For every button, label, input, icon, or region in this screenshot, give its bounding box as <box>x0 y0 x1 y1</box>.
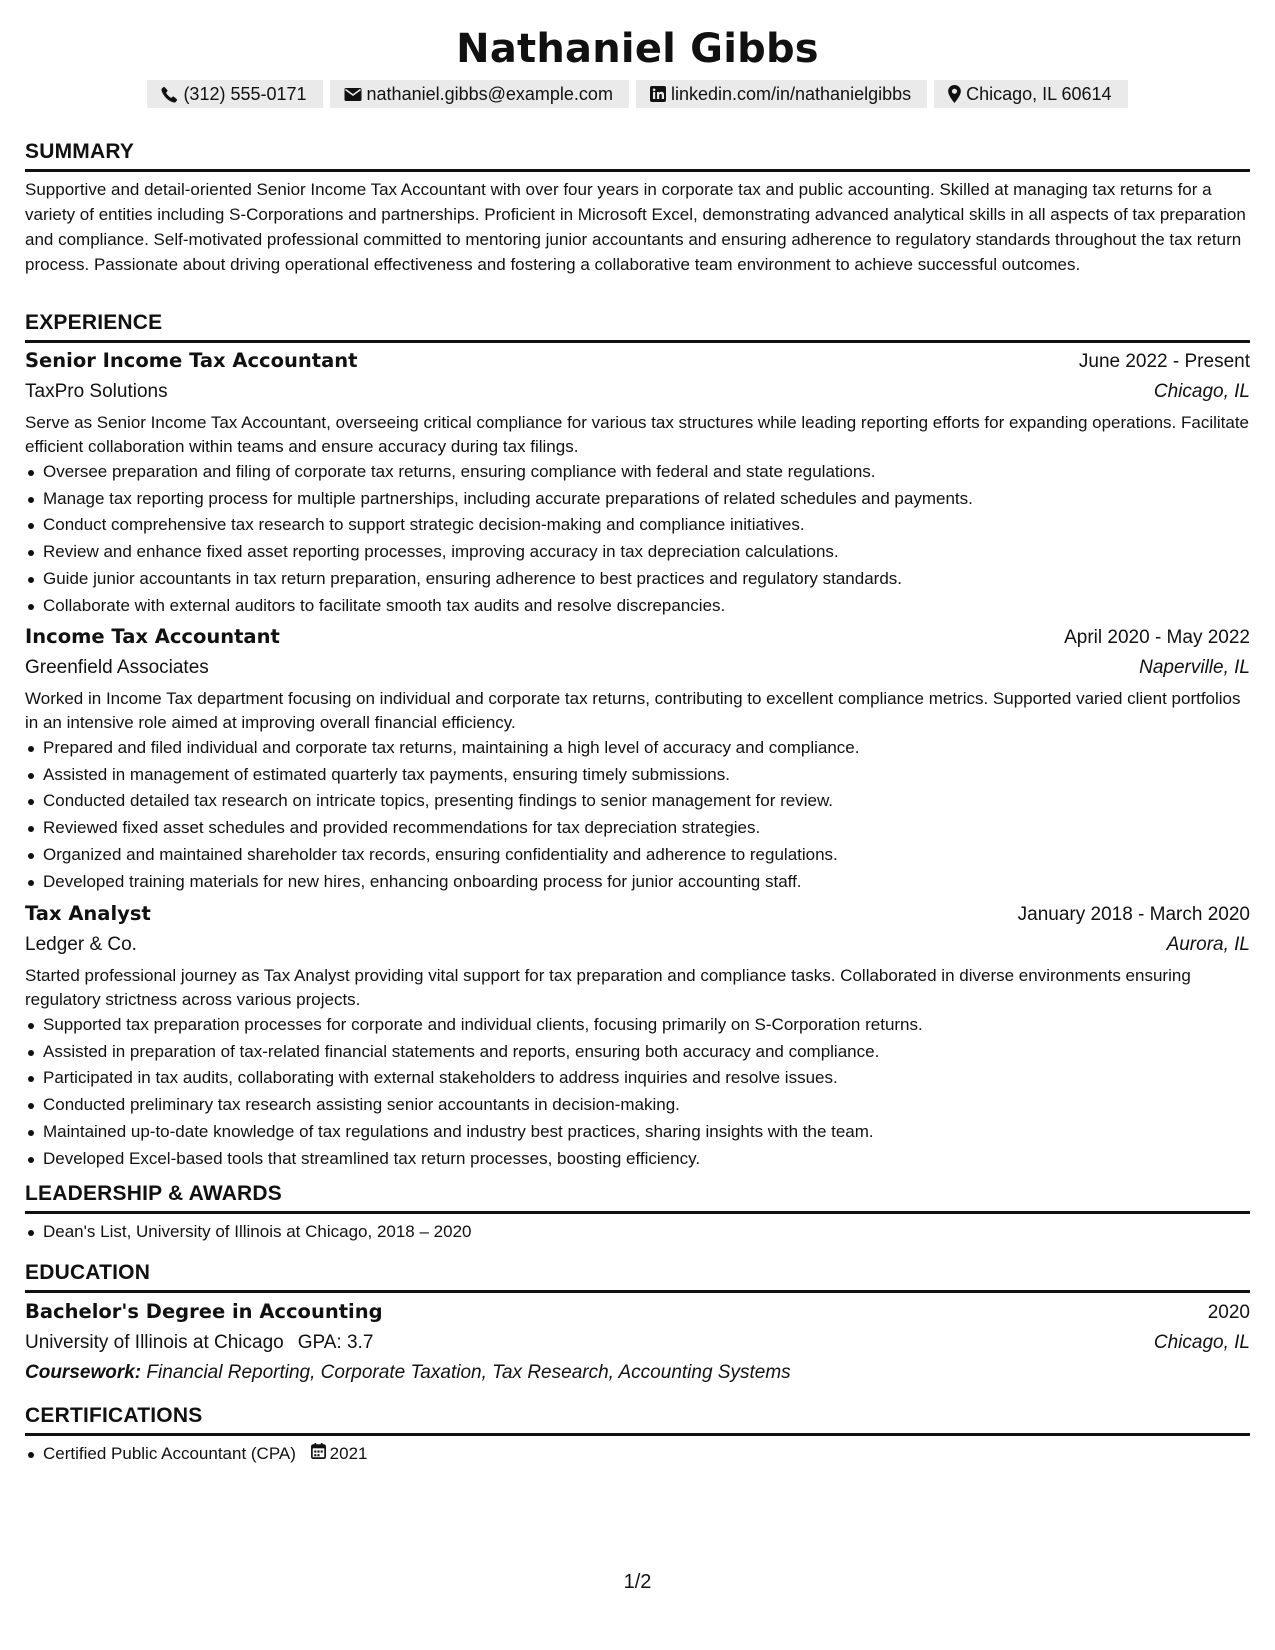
list-item: Collaborate with external auditors to facilitate smooth tax audits and resolve discrepancies. <box>43 593 1250 620</box>
certifications-section <box>25 1441 1250 1468</box>
contact-bar <box>25 80 1250 108</box>
certification-date: 2021 <box>329 1444 368 1463</box>
location-text: Chicago, IL 60614 <box>966 84 1112 104</box>
job-company: Ledger & Co. <box>25 934 137 955</box>
list-item: Maintained up-to-date knowledge of tax regulations and industry best practices, sharing insights with the team. <box>43 1119 1250 1146</box>
job-location: Aurora, IL <box>1166 934 1250 955</box>
phone-text: (312) 555-0171 <box>183 84 307 104</box>
list-item: Conducted detailed tax research on intricate topics, presenting findings to senior management for review. <box>43 788 1250 815</box>
envelope-icon <box>344 87 362 102</box>
summary-section <box>25 177 1250 277</box>
list-item: Organized and maintained shareholder tax records, ensuring confidentiality and adherence to regulations. <box>43 842 1250 869</box>
candidate-name: Nathaniel Gibbs <box>456 26 819 72</box>
leadership-section <box>25 1219 1250 1246</box>
job-dates: April 2020 - May 2022 <box>1064 627 1250 648</box>
education-entry <box>25 1296 1250 1388</box>
job-bullet-list <box>25 735 1250 895</box>
contact-linkedin[interactable] <box>636 80 927 108</box>
leadership-heading: LEADERSHIP & AWARDS <box>25 1181 1250 1214</box>
job-title: Tax Analyst <box>25 902 151 925</box>
graduation-year: 2020 <box>1207 1302 1250 1323</box>
list-item: Review and enhance fixed asset reporting processes, improving accuracy in tax depreciation calculations. <box>43 539 1250 566</box>
list-item: Developed Excel-based tools that streamlined tax return processes, boosting efficiency. <box>43 1146 1250 1173</box>
experience-heading: EXPERIENCE <box>25 310 1250 343</box>
job-company: Greenfield Associates <box>25 657 209 678</box>
education-heading: EDUCATION <box>25 1260 1250 1293</box>
coursework-label: Coursework: <box>25 1362 142 1383</box>
summary-text: Supportive and detail-oriented Senior Income Tax Accountant with over four years in corporate tax and public accounting. Skilled at managing tax returns for a variety of entities including S-Corporations and partnerships. Proficient in Microsoft Excel, demonstrating advanced analytical skills in all aspects of tax preparation and compliance. Self-motivated professional committed to mentoring junior accountants and ensuring adherence to regulatory standards throughout the tax return process. Passionate about driving operational effectiveness and fostering a collaborative team environment to achieve successful outcomes. <box>25 180 1246 274</box>
job-entry-1 <box>25 345 1250 619</box>
contact-location <box>934 80 1127 108</box>
job-title: Income Tax Accountant <box>25 625 280 648</box>
job-bullet-list <box>25 459 1250 619</box>
list-item: Supported tax preparation processes for corporate and individual clients, focusing primarily on S-Corporation returns. <box>43 1012 1250 1039</box>
gpa-value: GPA: 3.7 <box>297 1332 374 1353</box>
job-dates: June 2022 - Present <box>1078 351 1250 372</box>
contact-phone[interactable] <box>147 80 322 108</box>
list-item: Assisted in preparation of tax-related financial statements and reports, ensuring both accuracy and compliance. <box>43 1039 1250 1066</box>
phone-icon <box>161 86 178 103</box>
resume-page <box>25 0 1250 1650</box>
list-item: Manage tax reporting process for multiple partnerships, including accurate preparations of related schedules and payments. <box>43 486 1250 513</box>
list-item: Reviewed fixed asset schedules and provided recommendations for tax depreciation strategies. <box>43 815 1250 842</box>
email-text: nathaniel.gibbs@example.com <box>366 84 613 104</box>
certifications-heading: CERTIFICATIONS <box>25 1403 1250 1436</box>
list-item: Developed training materials for new hires, enhancing onboarding process for junior accounting staff. <box>43 869 1250 896</box>
list-item: Dean's List, University of Illinois at Chicago, 2018 – 2020 <box>43 1219 1250 1246</box>
summary-heading: SUMMARY <box>25 139 1250 172</box>
list-item: Assisted in management of estimated quarterly tax payments, ensuring timely submissions. <box>43 762 1250 789</box>
job-location: Naperville, IL <box>1139 657 1250 678</box>
job-description: Worked in Income Tax department focusing on individual and corporate tax returns, contributing to excellent compliance metrics. Supported varied client portfolios in an intensive role aimed at improving overall financial efficiency. <box>25 689 1241 732</box>
coursework-list: Financial Reporting, Corporate Taxation, Tax Research, Accounting Systems <box>146 1362 791 1383</box>
list-item <box>43 1441 1250 1468</box>
degree-title: Bachelor's Degree in Accounting <box>25 1300 383 1323</box>
list-item: Oversee preparation and filing of corporate tax returns, ensuring compliance with federal and state regulations. <box>43 459 1250 486</box>
calendar-icon <box>311 1441 326 1468</box>
page-number: 1/2 <box>623 1571 652 1593</box>
job-description: Serve as Senior Income Tax Accountant, overseeing critical compliance for various tax structures while leading reporting efforts for expanding operations. Facilitate efficient collaboration within teams and ensure accuracy during tax filings. <box>25 413 1250 456</box>
job-entry-2 <box>25 621 1250 895</box>
list-item: Conducted preliminary tax research assisting senior accountants in decision-making. <box>43 1092 1250 1119</box>
list-item: Guide junior accountants in tax return preparation, ensuring adherence to best practices and regulatory standards. <box>43 566 1250 593</box>
certification-list <box>25 1441 1250 1468</box>
list-item: Participated in tax audits, collaborating with external stakeholders to address inquiries and resolve issues. <box>43 1065 1250 1092</box>
job-company: TaxPro Solutions <box>25 381 168 402</box>
job-location: Chicago, IL <box>1153 381 1250 402</box>
list-item: Prepared and filed individual and corporate tax returns, maintaining a high level of accuracy and compliance. <box>43 735 1250 762</box>
coursework-line <box>25 1358 1250 1388</box>
school-name: University of Illinois at Chicago <box>25 1332 284 1353</box>
award-list <box>25 1219 1250 1246</box>
school-location: Chicago, IL <box>1153 1332 1250 1353</box>
contact-email[interactable] <box>330 80 629 108</box>
certification-name: Certified Public Accountant (CPA) <box>43 1444 296 1463</box>
linkedin-text: linkedin.com/in/nathanielgibbs <box>670 84 912 104</box>
job-entry-3 <box>25 898 1250 1172</box>
job-title: Senior Income Tax Accountant <box>25 349 358 372</box>
map-marker-icon <box>948 85 961 103</box>
job-dates: January 2018 - March 2020 <box>1017 904 1250 925</box>
job-bullet-list <box>25 1012 1250 1172</box>
linkedin-icon <box>650 86 666 102</box>
job-description: Started professional journey as Tax Analyst providing vital support for tax preparation and compliance tasks. Collaborated in diverse environments ensuring regulatory strictness across various projects. <box>25 966 1191 1009</box>
list-item: Conduct comprehensive tax research to support strategic decision-making and compliance initiatives. <box>43 512 1250 539</box>
